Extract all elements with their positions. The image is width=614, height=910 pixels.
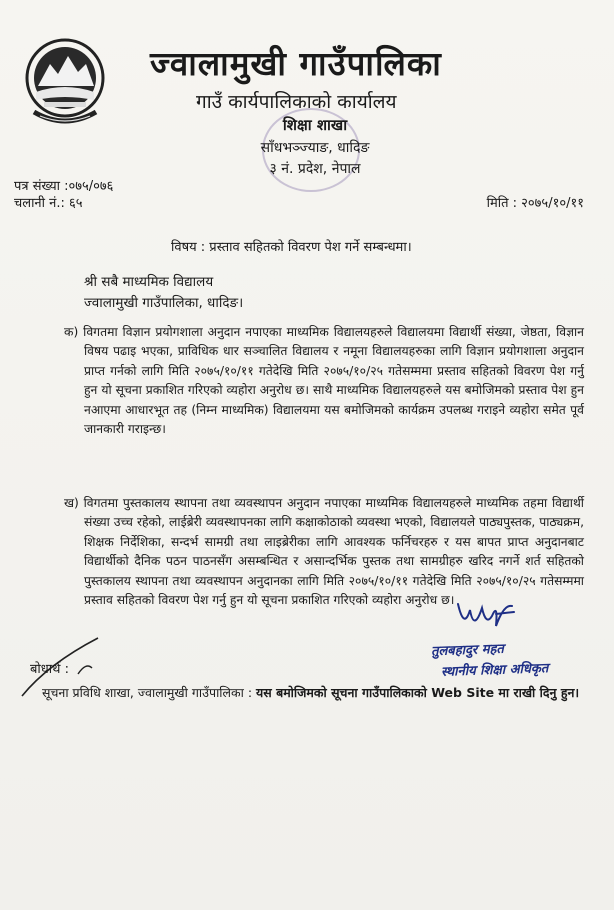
handwritten-signature [452,596,520,642]
signatory-designation: स्थानीय शिक्षा अधिकृत [440,661,549,680]
letter-date: मिति : २०७५/१०/११ [486,196,584,211]
cc-label: बोधार्थ : [30,662,69,677]
letter-subject: विषय : प्रस्ताव सहितको विवरण पेश गर्ने सम्बन्धमा। [171,240,412,255]
office-location: साँधभञ्ज्याङ, धादिङ [260,140,370,156]
municipality-emblem-icon [24,34,106,128]
office-name: गाउँ कार्यपालिकाको कार्यालय [196,91,397,113]
cc-recipient: सूचना प्रविधि शाखा, ज्वालामुखी गाउँपालिका : [42,685,257,700]
section-name: शिक्षा शाखा [282,116,348,134]
signatory-name: तुलबहादुर महत [430,641,505,660]
addressee-line-2: ज्वालामुखी गाउँपालिका, धादिङ। [84,295,244,311]
dispatch-number: चलानी नं.: ६५ [14,196,83,211]
page-title: ज्वालामुखी गाउँपालिका [150,44,442,83]
paragraph-text: ख) विगतमा पुस्तकालय स्थापना तथा व्यवस्थापन अनुदान नपाएका माध्यमिक विद्यालयहरुले माध्यमिक तहमा विद्यार्थी संख्या उच्च रहेको, लाईब्रेरी व्यवस्थापनका लागि कक्षाकोठाको व्यवस्था भएको, विद्यालयले पाठ्यपुस्तक, पाठ्यक्रम, शिक्षक निर्देशिका, सन्दर्भ सामग्री तथा लाइब्रेरीका लागि आवश्यक फर्निचरहरु र यस बापत प्राप्त अनुदानबाट विद्यार्थीको दैनिक पठन पाठनसँग असम्बन्धित र असान्दर्भिक पुस्तक तथा सामग्रीहरु खरिद नगर्ने शर्त सहितको पुस्तकालय स्थापना तथा व्यवस्थापन अनुदानका लागि मिति २०७५/१०/११ गतेदेखि मिति २०७५/१०/२५ गतेसम्ममा प्रस्ताव सहितको विवरण पेश गर्नु हुन यो सूचना प्रकाशित गरिएको व्यहोरा अनुरोध छ। [64,496,584,608]
body-paragraph-2 [64,494,584,610]
letter-number: पत्र संख्या :०७५/०७६ [14,179,114,194]
cc-recipient-line [42,684,579,701]
addressee-line-1: श्री सबै माध्यमिक विद्यालय [84,274,214,290]
office-province: ३ नं. प्रदेश, नेपाल [269,161,361,177]
paragraph-text: क) विगतमा विज्ञान प्रयोगशाला अनुदान नपाएका माध्यमिक विद्यालयहरुले विद्यालयमा विद्यार्थी संख्या, जेष्ठता, विज्ञान विषय पढाइ भएका, प्राविधिक धार सञ्चालित विद्यालय र नमूना विद्यालयहरुका लागि विज्ञान प्रयोगशाला अनुदान प्राप्त गर्नको लागि मिति २०७५/१०/११ गतेदेखि मिति २०७५/१०/२५ गतेसम्ममा प्रस्ताव सहितको विवरण पेश गर्नु हुन यो सूचना प्रकाशित गरिएको व्यहोरा अनुरोध छ। साथै माध्यमिक विद्यालयहरुले यस बमोजिमको प्रस्ताव पेश हुन नआएमा आधारभूत तह (निम्न माध्यमिक) विद्यालयमा यस बमोजिमको कार्यक्रम उपलब्ध गराइने व्यहोरा समेत पूर्व जानकारी गराइन्छ। [64,325,584,437]
cc-instruction: यस बमोजिमको सूचना गाउँपालिकाको Web Site मा राखी दिनु हुन। [256,685,580,700]
body-paragraph-1 [64,323,584,439]
